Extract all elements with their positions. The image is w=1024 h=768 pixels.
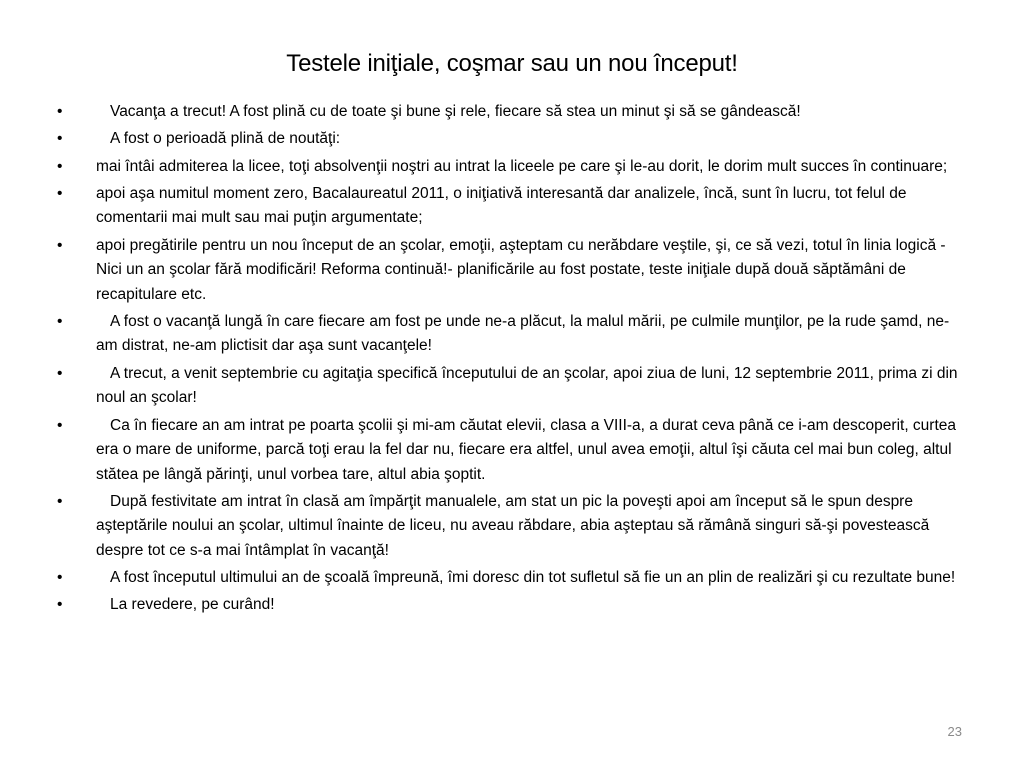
bullet-icon: • bbox=[57, 364, 63, 382]
bullet-text: A fost o vacanţă lungă în care fiecare am fost pe unde ne-a plăcut, la malul mării, pe culmile munţilor, pe la rude şamd, ne-am distrat, ne-am plictisit dar aşa sunt vacanţele! bbox=[96, 312, 950, 355]
bullet-icon: • bbox=[57, 103, 63, 120]
bullet-text: apoi aşa numitul moment zero, Bacalaureatul 2011, o iniţiativă interesantă dar analizele, încă, sunt în lucru, tot felul de comentarii mai mult sau mai puţin argumentate; bbox=[96, 184, 907, 227]
bullet-icon: • bbox=[57, 569, 63, 587]
bullet-text: La revedere, pe curând! bbox=[110, 596, 275, 614]
bullet-text: După festivitate am intrat în clasă am împărţit manualele, am stat un pic la poveşti apoi am început să le spun despre aşteptările noului an şcolar, ultimul înainte de liceu, nu aveau răbdare, abia aşteptau să rămână singuri să-şi povestească despre tot ce s-a mai întâmplat în vacanţă! bbox=[96, 492, 930, 559]
bullet-icon: • bbox=[57, 312, 63, 330]
bullet-text: Vacanţa a trecut! A fost plină cu de toate şi bune şi rele, fiecare să stea un minut şi să se gândească! bbox=[110, 103, 801, 120]
bullet-item bbox=[52, 593, 964, 618]
bullet-item bbox=[52, 414, 964, 488]
bullet-item bbox=[52, 234, 964, 308]
bullet-text: A fost o perioadă plină de noutăţi: bbox=[110, 130, 341, 148]
slide-title: Testele iniţiale, coşmar sau un nou început! bbox=[286, 50, 738, 77]
bullet-item bbox=[52, 566, 964, 591]
bullet-list bbox=[52, 100, 964, 621]
bullet-icon: • bbox=[57, 236, 63, 254]
bullet-icon: • bbox=[57, 130, 63, 148]
bullet-item bbox=[52, 127, 964, 152]
bullet-item bbox=[52, 100, 964, 125]
bullet-icon: • bbox=[57, 184, 63, 202]
bullet-icon: • bbox=[57, 492, 63, 510]
bullet-text: apoi pregătirile pentru un nou început de an şcolar, emoţii, aşteptam cu nerăbdare veştile, şi, ce să vezi, totul în linia logică -Nici un an şcolar fără modificări! Reforma continuă!- planificările au fost postate, teste iniţiale după două săptămâni de recapitulare etc. bbox=[96, 236, 946, 303]
bullet-icon: • bbox=[57, 596, 63, 614]
bullet-text: mai întâi admiterea la licee, toţi absolvenţii noştri au intrat la liceele pe care şi le-au dorit, le dorim mult succes în continuare; bbox=[96, 157, 948, 175]
bullet-text: A trecut, a venit septembrie cu agitaţia specifică începutului de an şcolar, apoi ziua de luni, 12 septembrie 2011, prima zi din noul an şcolar! bbox=[96, 364, 958, 407]
bullet-text: A fost începutul ultimului an de şcoală împreună, îmi doresc din tot sufletul să fie un an plin de realizări şi cu rezultate bune! bbox=[110, 569, 956, 587]
bullet-item bbox=[52, 490, 964, 564]
bullet-item bbox=[52, 310, 964, 359]
bullet-icon: • bbox=[57, 416, 63, 434]
bullet-text: Ca în fiecare an am intrat pe poarta şcolii şi mi-am căutat elevii, clasa a VIII-a, a durat ceva până ce i-am descoperit, curtea era o mare de uniforme, parcă toţi erau la fel dar nu, fiecare era altfel, unul avea emoţii, altul îşi căuta cel mai bun coleg, altul stătea pe lângă părinţi, unul vorbea tare, altul abia şoptit. bbox=[96, 416, 957, 483]
bullet-item bbox=[52, 362, 964, 411]
bullet-icon: • bbox=[57, 157, 63, 175]
page-number: 23 bbox=[947, 724, 962, 739]
bullet-item bbox=[52, 155, 964, 180]
bullet-item bbox=[52, 182, 964, 231]
